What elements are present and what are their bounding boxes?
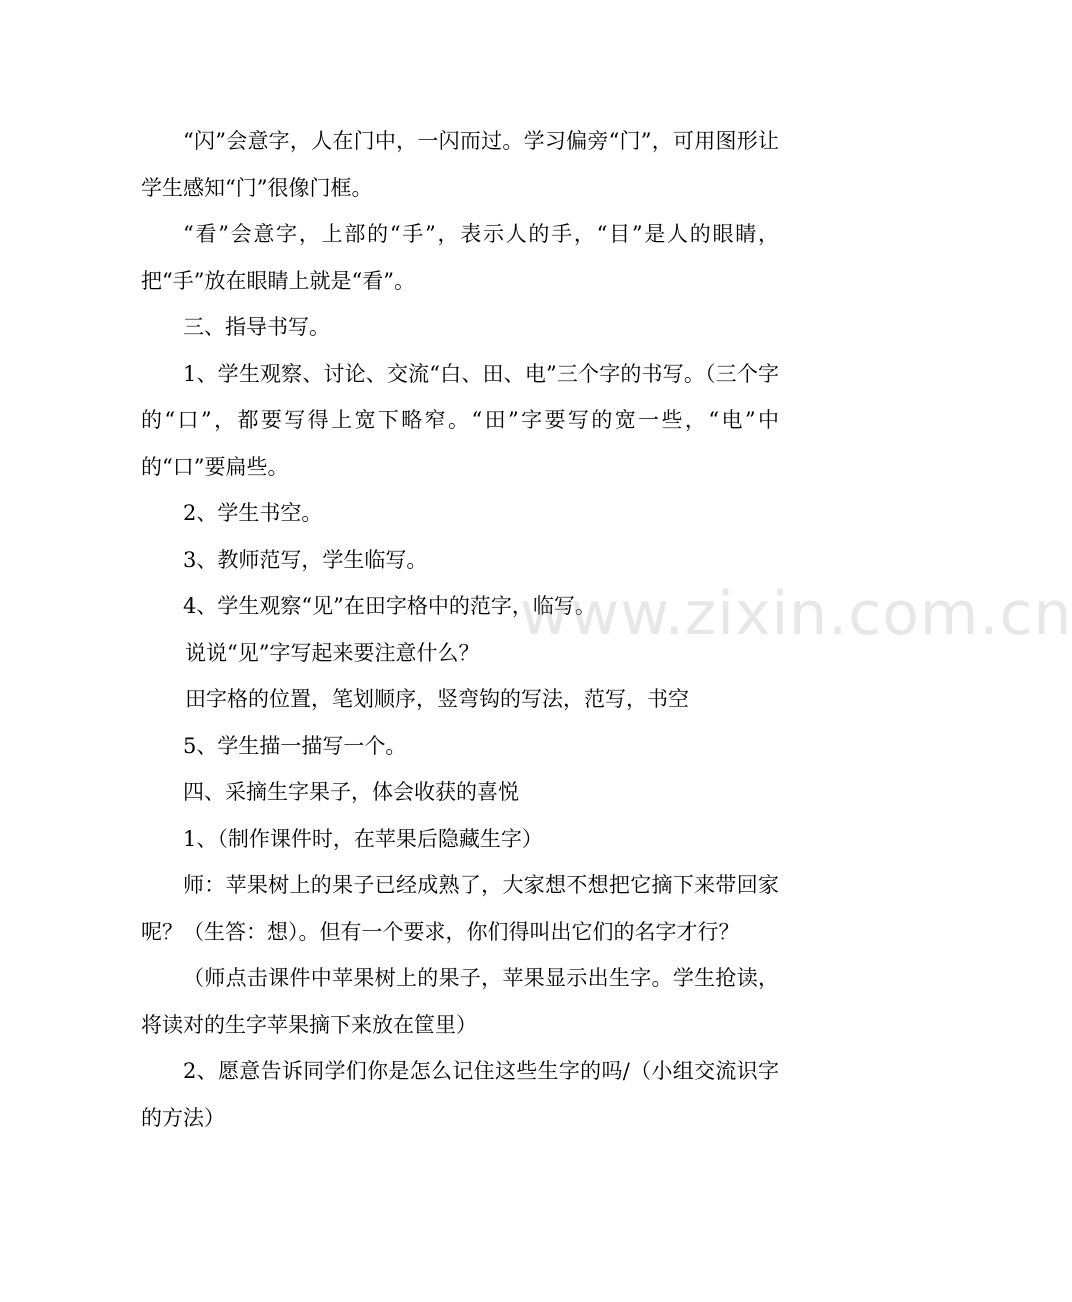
section-heading-picking-fruit: 四、采摘生字果子，体会收获的喜悦 (183, 780, 519, 804)
paragraph-teacher-action: （师点击课件中苹果树上的果子，苹果显示出生字。学生抢读，将读对的生字苹果摘下来放在筐里） (141, 966, 779, 1037)
site-watermark: www.zixin.com.cn (520, 579, 1072, 649)
paragraph-step-2-share-methods: 2、愿意告诉同学们你是怎么记住这些生字的吗/（小组交流识字的方法） (141, 1059, 779, 1130)
paragraph-step-5-trace: 5、学生描一描写一个。 (183, 733, 407, 758)
paragraph-courseware-note: 1、（制作课件时，在苹果后隐藏生字） (183, 826, 543, 851)
paragraph-step-1-observe: 1、学生观察、讨论、交流“白、田、电”三个字的书写。（三个字的“口”，都要写得上宽下略窄。“田”字要写的宽一些，“电”中的“口”要扁些。 (141, 361, 779, 479)
section-heading-writing-guidance: 三、指导书写。 (183, 315, 330, 339)
paragraph-step-2-air-writing: 2、学生书空。 (183, 501, 323, 525)
paragraph-step-4-observe-jian: 4、学生观察“见”在田字格中的范字，临写。 (183, 594, 596, 618)
paragraph-question-jian: 说说“见”字写起来要注意什么？ (185, 640, 480, 665)
paragraph-teacher-prompt: 师：苹果树上的果子已经成熟了，大家想不想把它摘下来带回家呢？（生答：想）。但有一个要求，你们得叫出它们的名字才行？ (141, 873, 779, 944)
paragraph-step-3-model-writing: 3、教师范写，学生临写。 (183, 547, 428, 572)
paragraph-shan-character: “闪”会意字，人在门中，一闪而过。学习偏旁“门”，可用图形让学生感知“门”很像门框。 (141, 129, 779, 200)
paragraph-kan-character: “看”会意字，上部的“手”，表示人的手，“目”是人的眼睛，把“手”放在眼睛上就是“看”。 (141, 222, 779, 293)
paragraph-grid-notes: 田字格的位置，笔划顺序，竖弯钩的写法，范写，书空 (185, 687, 689, 711)
